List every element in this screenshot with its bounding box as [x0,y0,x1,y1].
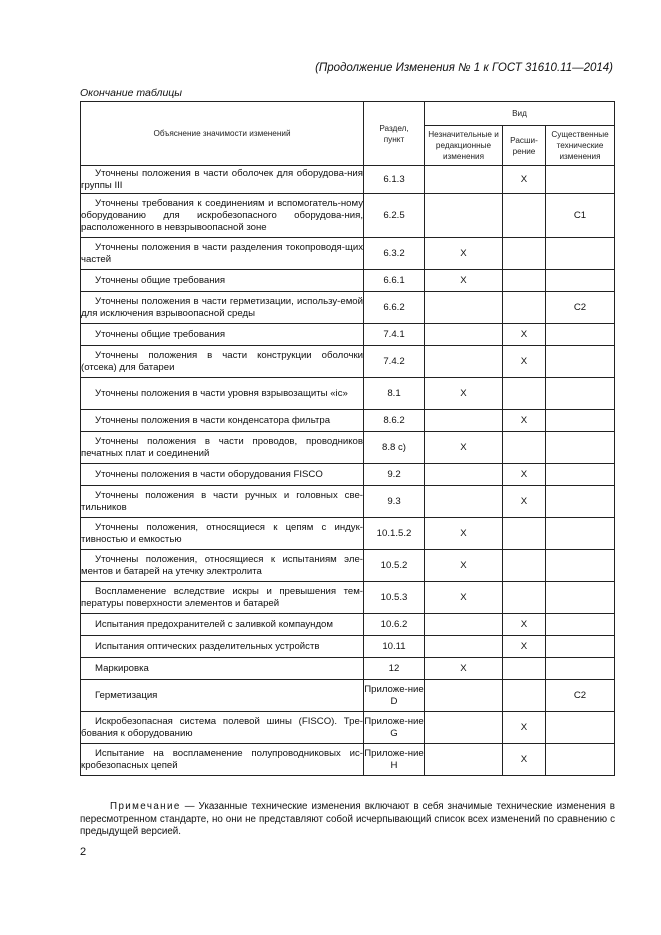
table-row [81,614,615,636]
row-section: 10.1.5.2 [364,518,425,550]
column-header-minor: Незначительные и редакционные изменения [425,126,503,166]
row-major-mark [546,658,615,680]
row-description-text: Уточнены положения, относящиеся к испытаниям эле-ментов и батарей на утечку электролита [81,553,363,577]
row-major-mark: C2 [546,292,615,324]
row-minor-mark [425,712,503,744]
row-minor-mark [425,680,503,712]
table-row [81,636,615,658]
row-minor-mark [425,346,503,378]
row-description [81,518,364,550]
row-major-mark [546,582,615,614]
row-extension-mark: X [503,346,546,378]
row-major-mark [546,744,615,776]
row-minor-mark [425,614,503,636]
row-minor-mark: X [425,518,503,550]
row-description [81,410,364,432]
row-description-text: Воспламенение вследствие искры и превышения тем-пературы поверхности элементов и батарей [81,585,363,609]
row-section: Приложе-ние G [364,712,425,744]
row-description-text: Уточнены общие требования [95,328,226,340]
row-section: 10.11 [364,636,425,658]
row-description-text: Уточнены положения в части разделения токопроводя-щих частей [81,241,363,265]
row-description [81,238,364,270]
row-extension-mark [503,270,546,292]
column-header-section: Раздел, пункт [364,102,425,166]
table-row [81,410,615,432]
row-description [81,270,364,292]
row-section: 6.2.5 [364,194,425,238]
table-caption: Окончание таблицы [80,87,183,99]
row-extension-mark [503,518,546,550]
row-description [81,712,364,744]
row-minor-mark: X [425,658,503,680]
row-description-text: Уточнены требования к соединениям и вспомогатель-ному оборудованию для искробезопасного оборудова-ния, расположенного в невзрывоопасной зоне [81,197,363,233]
table-row [81,464,615,486]
document-running-header: (Продолжение Изменения № 1 к ГОСТ 31610.11—2014) [315,62,613,74]
row-major-mark: C1 [546,194,615,238]
row-extension-mark: X [503,744,546,776]
row-description-text: Уточнены положения в части конденсатора фильтра [95,414,331,426]
row-section: 6.6.1 [364,270,425,292]
table-body [81,166,615,776]
row-description-text: Испытание на воспламенение полупроводниковых ис-кробезопасных цепей [81,747,363,771]
row-description [81,324,364,346]
table-row [81,744,615,776]
table-row [81,324,615,346]
table-row [81,166,615,194]
row-section: Приложе-ние H [364,744,425,776]
row-description [81,582,364,614]
row-major-mark [546,486,615,518]
table-row [81,658,615,680]
row-description [81,464,364,486]
row-description [81,432,364,464]
row-description-text: Уточнены общие требования [95,274,226,286]
row-extension-mark: X [503,486,546,518]
row-extension-mark: X [503,324,546,346]
table-row [81,292,615,324]
table-row [81,270,615,292]
row-section: 8.1 [364,378,425,410]
row-section: 8.6.2 [364,410,425,432]
table-note [80,801,615,839]
row-major-mark [546,410,615,432]
row-section: 7.4.1 [364,324,425,346]
row-minor-mark: X [425,238,503,270]
row-minor-mark: X [425,432,503,464]
changes-table [80,101,615,776]
row-description [81,346,364,378]
row-major-mark [546,324,615,346]
row-section: Приложе-ние D [364,680,425,712]
row-section: 6.6.2 [364,292,425,324]
row-description-text: Уточнены положения в части оборудования FISCO [95,468,323,480]
row-description [81,292,364,324]
row-section: 6.3.2 [364,238,425,270]
row-description [81,636,364,658]
column-header-extension: Расши-рение [503,126,546,166]
row-extension-mark [503,680,546,712]
row-section: 12 [364,658,425,680]
row-minor-mark [425,410,503,432]
row-description [81,166,364,194]
row-major-mark [546,238,615,270]
table-row [81,378,615,410]
table-row [81,550,615,582]
row-extension-mark: X [503,614,546,636]
row-minor-mark [425,486,503,518]
row-extension-mark [503,378,546,410]
row-minor-mark [425,636,503,658]
row-minor-mark [425,464,503,486]
table-row [81,486,615,518]
row-description [81,614,364,636]
row-major-mark [546,464,615,486]
row-description-text: Уточнены положения в части проводов, проводников печатных плат и соединений [81,435,363,459]
row-minor-mark: X [425,270,503,292]
row-extension-mark [503,432,546,464]
row-section: 9.2 [364,464,425,486]
row-extension-mark: X [503,464,546,486]
row-extension-mark [503,550,546,582]
row-description-text: Испытания оптических разделительных устройств [95,640,320,652]
row-extension-mark [503,292,546,324]
table-row [81,680,615,712]
table-row [81,712,615,744]
row-section: 7.4.2 [364,346,425,378]
row-minor-mark [425,324,503,346]
row-minor-mark [425,744,503,776]
row-extension-mark [503,238,546,270]
row-description [81,680,364,712]
row-description [81,744,364,776]
row-description [81,194,364,238]
table-row [81,346,615,378]
row-minor-mark: X [425,582,503,614]
row-extension-mark [503,658,546,680]
row-description-text: Испытания предохранителей с заливкой компаундом [95,618,333,630]
row-description-text: Уточнены положения в части оболочек для оборудова-ния группы III [81,167,363,191]
table-row [81,432,615,464]
row-major-mark [546,636,615,658]
row-description [81,486,364,518]
column-header-description: Объяснение значимости изменений [81,102,364,166]
row-section: 8.8 c) [364,432,425,464]
row-section: 10.5.2 [364,550,425,582]
row-major-mark [546,166,615,194]
row-extension-mark: X [503,166,546,194]
table-row [81,582,615,614]
row-major-mark [546,432,615,464]
row-major-mark [546,614,615,636]
row-major-mark [546,270,615,292]
row-extension-mark: X [503,712,546,744]
row-minor-mark [425,292,503,324]
table-row [81,194,615,238]
row-description [81,658,364,680]
column-header-major: Существенные технические изменения [546,126,615,166]
row-major-mark [546,712,615,744]
row-extension-mark [503,582,546,614]
row-description-text: Искробезопасная система полевой шины (FISCO). Тре-бования к оборудованию [81,715,363,739]
row-description-text: Уточнены положения в части герметизации, использу-емой для исключения взрывоопасной среды [81,295,363,319]
row-minor-mark [425,194,503,238]
row-minor-mark [425,166,503,194]
row-major-mark: C2 [546,680,615,712]
note-text: — Указанные технические изменения включают в себя значимые технические изменения в пересмотренном стандарте, но они не представляют собой исчерпывающий список всех изменений по сравнению с предыдущей версией. [80,801,615,837]
row-minor-mark: X [425,550,503,582]
row-extension-mark: X [503,636,546,658]
row-minor-mark: X [425,378,503,410]
row-major-mark [546,378,615,410]
page-number: 2 [80,846,87,858]
column-header-kind: Вид [425,102,615,126]
row-major-mark [546,550,615,582]
table-row [81,518,615,550]
row-description-text: Уточнены положения в части конструкции оболочки (отсека) для батареи [81,349,363,373]
row-section: 10.5.3 [364,582,425,614]
row-description [81,378,364,410]
row-description-text: Уточнены положения в части ручных и головных све-тильников [81,489,363,513]
row-extension-mark: X [503,410,546,432]
row-description [81,550,364,582]
row-major-mark [546,518,615,550]
row-description-text: Уточнены положения в части уровня взрывозащиты «ic» [95,387,348,399]
row-section: 6.1.3 [364,166,425,194]
row-description-text: Уточнены положения, относящиеся к цепям с индук-тивностью и емкостью [81,521,363,545]
table-row [81,238,615,270]
row-major-mark [546,346,615,378]
note-lead: Примечание [110,801,181,812]
row-extension-mark [503,194,546,238]
row-description-text: Герметизация [95,689,158,701]
row-section: 10.6.2 [364,614,425,636]
row-section: 9.3 [364,486,425,518]
row-description-text: Маркировка [95,662,149,674]
